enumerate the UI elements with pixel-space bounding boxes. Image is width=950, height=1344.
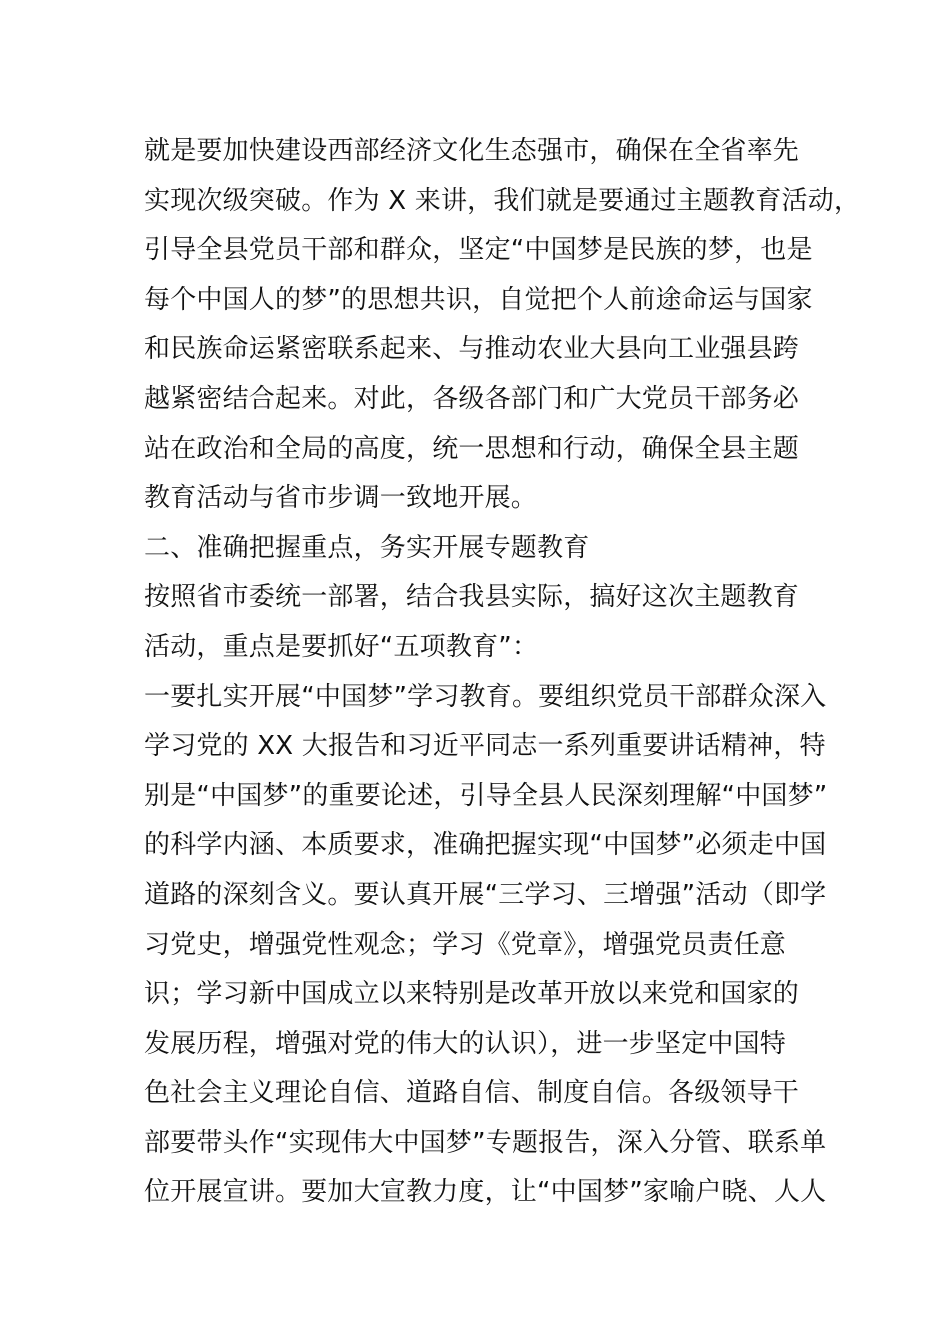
text-line: 引导全县党员干部和群众，坚定“中国梦是民族的梦，也是 [144, 235, 813, 266]
text-line: 站在政治和全局的高度，统一思想和行动，确保全县主题 [144, 433, 800, 464]
text-line: 部要带头作“实现伟大中国梦”专题报告，深入分管、联系单 [144, 1127, 827, 1158]
text-line: 学习党的 XX 大报告和习近平同志一系列重要讲话精神，特 [144, 731, 826, 762]
text-line: 发展历程，增强对党的伟大的认识），进一步坚定中国特 [144, 1028, 787, 1059]
text-line: 活动，重点是要抓好“五项教育”： [144, 631, 539, 662]
text-line: 和民族命运紧密联系起来、与推动农业大县向工业强县跨 [144, 334, 800, 365]
document-body [144, 127, 861, 1218]
text-line: 道路的深刻含义。要认真开展“三学习、三增强”活动（即学 [144, 879, 827, 910]
text-line: 别是“中国梦”的重要论述，引导全县人民深刻理解“中国梦” [144, 780, 828, 811]
text-line: 实现次级突破。作为 X 来讲，我们就是要通过主题教育活动， [144, 185, 861, 216]
text-line: 的科学内涵、本质要求，准确把握实现“中国梦”必须走中国 [144, 830, 827, 861]
text-line: 按照省市委统一部署，结合我县实际，搞好这次主题教育 [144, 582, 800, 613]
text-line: 习党史，增强党性观念；学习《党章》，增强党员责任意 [144, 929, 787, 960]
section-heading: 二、准确把握重点，务实开展专题教育 [144, 532, 590, 563]
text-line: 越紧密结合起来。对此，各级各部门和广大党员干部务必 [144, 383, 800, 414]
text-line: 位开展宣讲。要加大宣教力度，让“中国梦”家喻户晓、人人 [144, 1177, 827, 1208]
text-line: 教育活动与省市步调一致地开展。 [144, 483, 538, 514]
text-line: 一要扎实开展“中国梦”学习教育。要组织党员干部群众深入 [144, 681, 827, 712]
text-line: 色社会主义理论自信、道路自信、制度自信。各级领导干 [144, 1078, 800, 1109]
text-line: 识；学习新中国成立以来特别是改革开放以来党和国家的 [144, 979, 800, 1010]
text-line: 就是要加快建设西部经济文化生态强市，确保在全省率先 [144, 136, 800, 166]
text-line: 每个中国人的梦”的思想共识，自觉把个人前途命运与国家 [144, 284, 813, 315]
